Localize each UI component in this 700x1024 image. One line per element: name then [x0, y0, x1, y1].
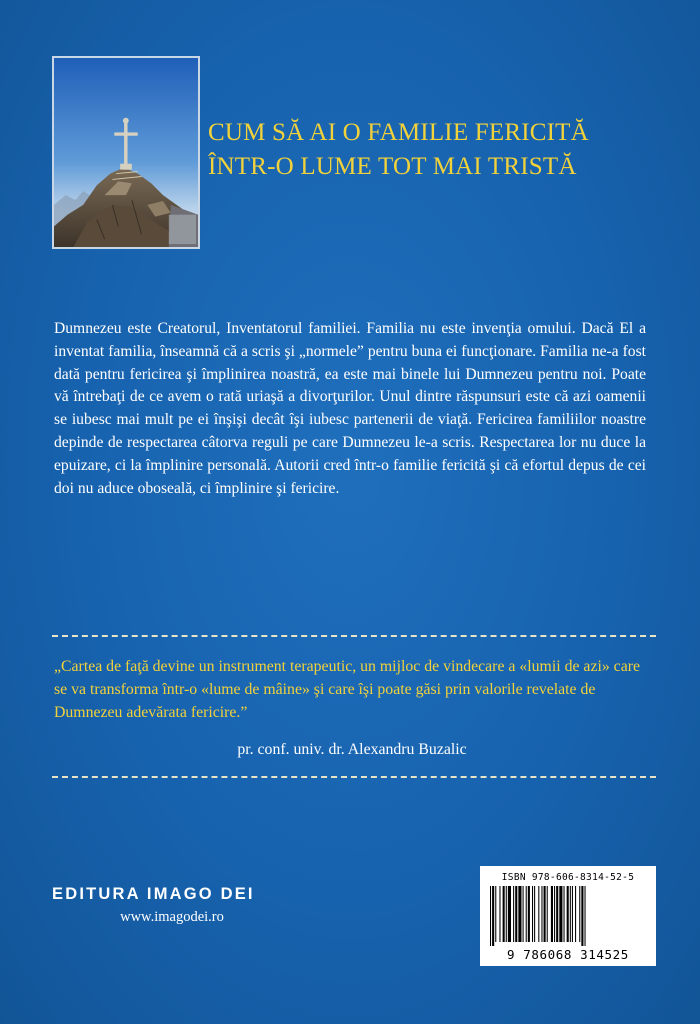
book-title	[208, 116, 678, 184]
barcode-bar	[499, 886, 500, 942]
summit-cross-image	[54, 58, 198, 247]
barcode-bar	[585, 886, 586, 946]
barcode-bar	[567, 886, 569, 942]
divider-top	[52, 635, 656, 637]
book-description	[54, 318, 646, 500]
barcode-bar	[506, 886, 507, 942]
publisher-name: EDITURA IMAGO DEI	[52, 885, 255, 903]
barcode-bar	[559, 886, 562, 942]
barcode-bar	[541, 886, 542, 942]
endorsement-author: pr. conf. univ. dr. Alexandru Buzalic	[237, 741, 467, 758]
endorsement-quote: „Cartea de faţă devine un instrument terapeutic, un mijloc de vindecare a «lumii de azi» care se va transforma într-o «lume de mâine» şi care îşi poate găsi prin valorile revelate de Dumnezeu adevărata fericire.”	[54, 658, 640, 721]
barcode-bar	[492, 886, 494, 946]
barcode-bar	[564, 886, 565, 942]
barcode-bar	[575, 886, 576, 942]
isbn-label: ISBN 978-606-8314-52-5	[501, 872, 635, 883]
barcode-bar	[526, 886, 527, 942]
barcode-bar	[523, 886, 524, 942]
barcode-bar	[556, 886, 558, 942]
barcode-bar	[579, 886, 580, 942]
barcode-bar	[547, 886, 548, 942]
barcode-bar	[572, 886, 573, 942]
divider-bottom	[52, 776, 656, 778]
description-paragraph: Dumnezeu este Creatorul, Inventatorul familiei. Familia nu este invenţia omului. Dacă El a inventat familia, înseamnă că a scris şi „normele” pentru buna ei funcţionare. Familia ne-a fost dată pentru fericirea şi împlinirea noastră, ea este mai binele lui Dumnezeu pentru noi. Poate vă întrebaţi de ce avem o rată uriaşă a divorţurilor. Unul dintre răspunsuri este că azi oamenii se iubesc mai mult pe ei înşişi decât îşi iubesc partenerii de viaţă. Fericirea familiilor noastre depinde de respectarea câtorva reguli pe care Dumnezeu le-a scris. Respectarea lor nu duce la epuizare, ci la împlinire personală. Autorii cred într-o familie fericită şi că efortul depus de cei doi nu aduce oboseală, ci împlinire şi fericire.	[54, 320, 646, 497]
barcode-bar	[554, 886, 555, 942]
barcode-bar	[515, 886, 517, 942]
barcode-bar	[513, 886, 514, 942]
barcode-bar	[508, 886, 511, 942]
publisher-website: www.imagodei.ro	[120, 909, 224, 925]
barcode-bar	[495, 886, 496, 942]
cover-photo-summit-cross	[52, 56, 200, 249]
barcode-digits: 9 786068 314525	[507, 947, 629, 962]
barcode-bar	[528, 886, 530, 942]
barcode-bar	[490, 886, 491, 946]
barcode-bar	[570, 886, 571, 942]
title-line-2: ÎNTR-O LUME TOT MAI TRISTĂ	[208, 153, 577, 180]
isbn-barcode	[480, 866, 656, 966]
barcode-bars	[488, 886, 648, 946]
barcode-bar	[538, 886, 539, 942]
barcode-bar	[544, 886, 546, 942]
barcode-bar	[532, 886, 533, 942]
barcode-bar	[518, 886, 521, 942]
barcode-bar	[534, 886, 535, 942]
barcode-bar	[551, 886, 553, 942]
title-line-1: CUM SĂ AI O FAMILIE FERICITĂ	[208, 119, 589, 146]
barcode-bar	[581, 886, 583, 946]
barcode-bar	[503, 886, 505, 942]
